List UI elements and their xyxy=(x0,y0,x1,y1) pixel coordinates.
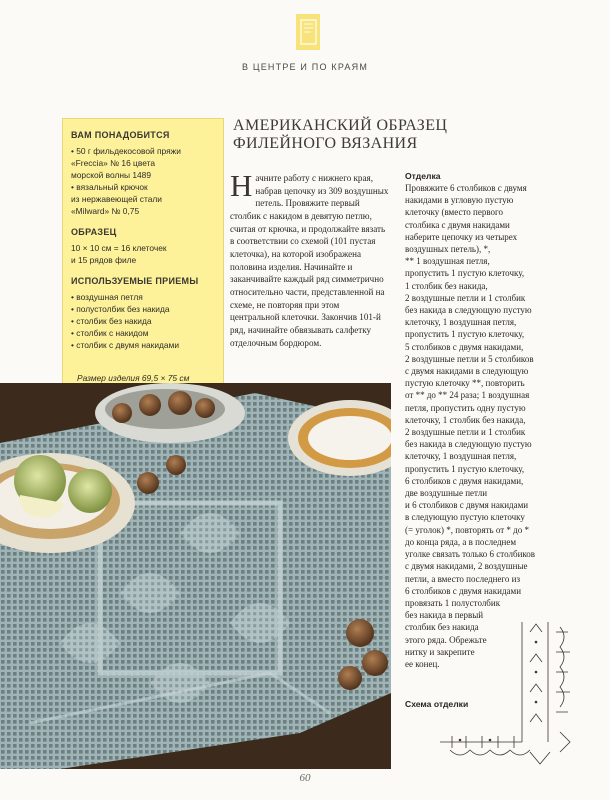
technique-item: • воздушная петля xyxy=(71,292,143,302)
materials-box xyxy=(62,118,224,402)
intro-paragraph xyxy=(230,168,390,349)
finishing-line: ** 1 воздушная петля, xyxy=(405,256,490,267)
table-runner-photo xyxy=(0,383,391,769)
finishing-line: две воздушные петли xyxy=(405,488,488,499)
finishing-line: 6 столбиков с двумя накидами, xyxy=(405,475,524,486)
finishing-line: и 6 столбиков с двумя накидами xyxy=(405,500,529,511)
finishing-line: пропустить 1 пустую клеточку, xyxy=(405,463,525,474)
finishing-line: без накида в следующую пустую xyxy=(405,439,532,450)
finishing-line: ее конец. xyxy=(405,658,440,669)
material-item: «Milward» № 0,75 xyxy=(71,206,140,216)
sample-line: и 15 рядов филе xyxy=(71,255,137,265)
finishing-line: до конца ряда, а в последнем xyxy=(405,536,517,547)
finishing-line: пропустить 1 пустую клеточку, xyxy=(405,268,525,279)
finishing-line: провязать 1 полустолбик xyxy=(405,597,501,608)
finishing-line: от ** до ** 24 раза; 1 воздушная xyxy=(405,390,530,401)
material-item: • вязальный крючок xyxy=(71,182,148,192)
finishing-line: клеточку (вместо первого xyxy=(405,207,503,218)
finishing-line: в следующую пустую клеточку xyxy=(405,512,525,523)
finishing-line: столбика с двумя накидами xyxy=(405,219,510,230)
article-title xyxy=(233,117,493,153)
finishing-line: Провяжите 6 столбиков с двумя xyxy=(405,183,527,193)
finishing-scheme-diagram xyxy=(430,612,590,772)
finishing-line: петли, а вместо последнего из xyxy=(405,573,521,584)
finishing-line: 2 воздушные петли и 1 столбик xyxy=(405,427,526,438)
finishing-line: воздушных петель), *, xyxy=(405,244,491,255)
material-item: «Freccia» № 16 цвета xyxy=(71,158,155,168)
technique-item: • полустолбик без накида xyxy=(71,304,170,314)
page-number: 60 xyxy=(299,772,311,784)
finishing-line: пропустить 1 пустую клеточку, xyxy=(405,329,525,340)
material-item: из нержавеющей стали xyxy=(71,194,162,204)
finishing-line: столбик без накида xyxy=(405,622,479,633)
finishing-line: петля, пропустить одну пустую xyxy=(405,402,526,413)
finishing-line: 6 столбиков с двумя накидами xyxy=(405,585,522,596)
finishing-line: 2 воздушные петли и 5 столбиков xyxy=(405,353,534,364)
item-size: Размер изделия 69,5 × 75 см xyxy=(77,373,190,383)
drop-cap: Н xyxy=(230,168,253,203)
sample-line: 10 × 10 см = 16 клеточек xyxy=(71,243,167,253)
material-item: • 50 г фильдекосовой пряжи xyxy=(71,146,181,156)
materials-heading: ВАМ ПОНАДОБИТСЯ xyxy=(71,130,170,140)
sample-heading: ОБРАЗЕЦ xyxy=(71,227,117,237)
finishing-line: накидами в угловую пустую xyxy=(405,195,514,206)
scheme-label: Схема отделки xyxy=(405,699,469,709)
finishing-line: нитку и закрепите xyxy=(405,646,475,657)
corner-tab-icon xyxy=(296,14,320,50)
finishing-line: пустую клеточку **, повторить xyxy=(405,378,525,389)
finishing-line: этого ряда. Обрежьте xyxy=(405,634,487,645)
finishing-heading: Отделка xyxy=(405,171,441,181)
finishing-text xyxy=(405,182,583,670)
finishing-line: клеточку, 1 столбик без накида, xyxy=(405,414,526,425)
finishing-line: 1 столбик без накида, xyxy=(405,280,488,291)
technique-item: • столбик с накидом xyxy=(71,328,149,338)
technique-item: • столбик без накида xyxy=(71,316,152,326)
finishing-line: 2 воздушные петли и 1 столбик xyxy=(405,292,526,303)
finishing-line: клеточку, 1 воздушная петля, xyxy=(405,317,517,328)
finishing-line: с двумя накидами, 2 воздушные xyxy=(405,561,528,572)
technique-item: • столбик с двумя накидами xyxy=(71,340,179,350)
finishing-line: 5 столбиков с двумя накидами, xyxy=(405,341,524,352)
material-item: морской волны 1489 xyxy=(71,170,151,180)
title-line: АМЕРИКАНСКИЙ ОБРАЗЕЦ xyxy=(233,117,448,134)
finishing-line: наберите цепочку из четырех xyxy=(405,231,518,242)
finishing-line: (= уголок) *, повторять от * до * xyxy=(405,524,530,535)
finishing-line: без накида в следующую пустую xyxy=(405,305,532,316)
finishing-line: клеточку, 1 воздушная петля, xyxy=(405,451,517,462)
finishing-line: уголке связать только 6 столбиков xyxy=(405,549,536,560)
finishing-line: без накида в первый xyxy=(405,610,484,621)
techniques-heading: ИСПОЛЬЗУЕМЫЕ ПРИЕМЫ xyxy=(71,276,199,286)
finishing-line: с двумя накидами в следующую xyxy=(405,366,529,377)
section-title: В ЦЕНТРЕ И ПО КРАЯМ xyxy=(241,62,369,72)
intro-text: ачните работу с нижнего края, набрав цепочку из 309 воздушных петель. Провяжите первый столбик с накидом в девятую петлю, считая от крючка, и продолжайте вязать в соответствии со схемой (101 пустая клеточка), на которой изображена половина изделия. Начинайте и заканчивайте каждый ряд симметрично относительно части, представленной на схеме, не повторяя при этом центральной клеточки. Закончив 101-й ряд, начинайте обвязывать салфетку отделочным бордюром. xyxy=(230,173,389,348)
title-line: ФИЛЕЙНОГО ВЯЗАНИЯ xyxy=(233,135,418,152)
